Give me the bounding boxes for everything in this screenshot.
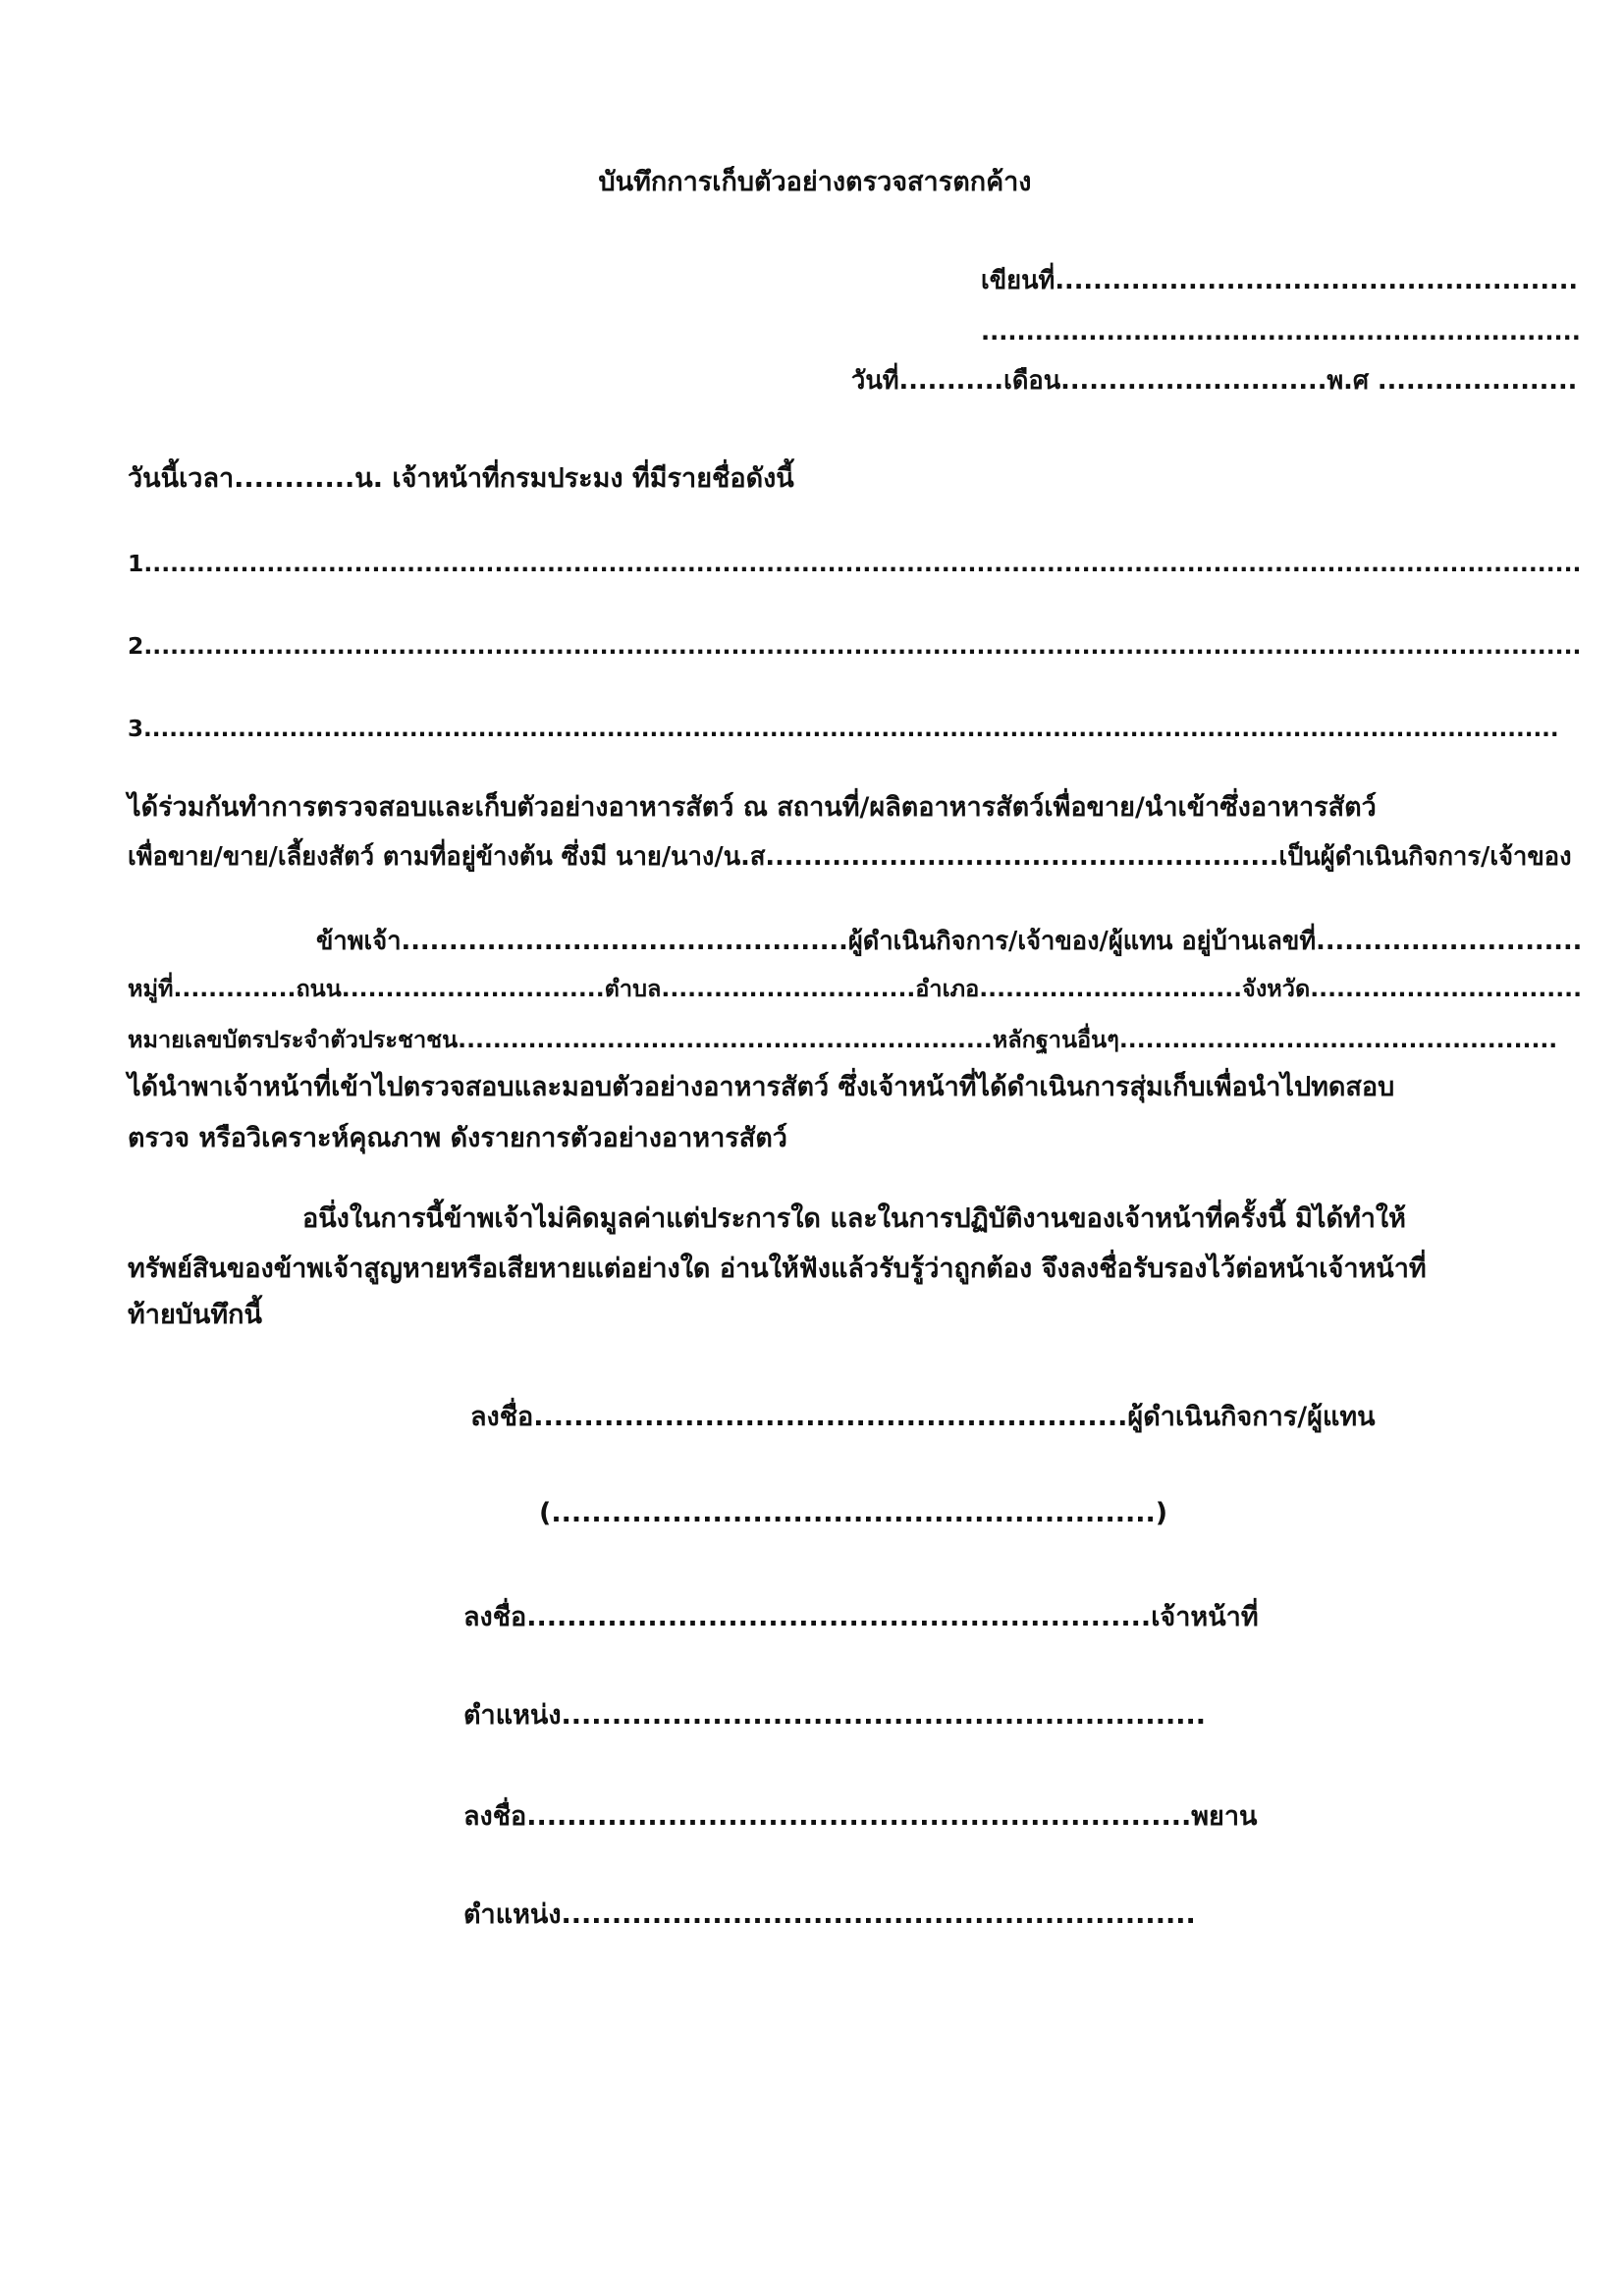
witness-signature-line: ลงชื่อ..................................................................พยาน [463,1801,1258,1832]
paragraph-1-line-1: ได้ร่วมกันทำการตรวจสอบและเก็บตัวอย่างอาหารสัตว์ ณ สถานที่/ผลิตอาหารสัตว์เพื่อขาย/นำเข้าซึ่งอาหารสัตว์ [128,792,1377,823]
paragraph-3-line-1: อนึ่งในการนี้ข้าพเจ้าไม่คิดมูลค่าแต่ประการใด และในการปฏิบัติงานของเจ้าหน้าที่ครั้งนี้ มิได้ทำให้ [302,1203,1406,1234]
document-title: บันทึกการเก็บตัวอย่างตรวจสารตกค้าง [598,167,1032,197]
paragraph-3-line-2: ทรัพย์สินของข้าพเจ้าสูญหายหรือเสียหายแต่อย่างใด อ่านให้ฟังแล้วรับรู้ว่าถูกต้อง จึงลงชื่อรับรองไว้ต่อหน้าเจ้าหน้าที่ [128,1254,1427,1284]
operator-name-line: (............................................................) [539,1498,1168,1528]
paragraph-1-line-2: เพื่อขาย/ขาย/เลี้ยงสัตว์ ตามที่อยู่ข้างต้น ซึ่งมี นาย/นาง/น.ส......................................................เป็นผู้ดำเนินกิจการ/เจ้าของ [128,842,1572,872]
officer-line-3: 3..................................................................................................................................................................... [128,717,1559,742]
intro-line: วันนี้เวลา............น. เจ้าหน้าที่กรมประมง ที่มีรายชื่อดังนี้ [128,463,794,494]
paragraph-2-line-5: ตรวจ หรือวิเคราะห์คุณภาพ ดังรายการตัวอย่างอาหารสัตว์ [128,1123,787,1153]
date-line: วันที่...........เดือน............................พ.ศ ..................... [851,366,1578,396]
witness-position-line: ตำแหน่ง............................................................... [463,1899,1196,1930]
paragraph-2-line-2: หมู่ที่..............ถนน..............................ตำบล.............................อำเภอ..............................จังหวัด............................... [128,975,1582,1002]
officer-line-1: 1.................................................................................................................................................................... [128,550,1582,577]
paragraph-2-line-4: ได้นำพาเจ้าหน้าที่เข้าไปตรวจสอบและมอบตัวอย่างอาหารสัตว์ ซึ่งเจ้าหน้าที่ได้ดำเนินการสุ่มเก็บเพื่อนำไปทดสอบ [128,1072,1395,1102]
paragraph-3-line-3: ท้ายบันทึกนี้ [128,1300,262,1330]
written-at-continuation: ................................................................... [981,318,1581,346]
paragraph-2-line-1: ข้าพเจ้า...............................................ผู้ดำเนินกิจการ/เจ้าของ/ผู้แทน อยู่บ้านเลขที่............................ [316,927,1583,956]
written-at-line: เขียนที่....................................................... [981,266,1579,295]
paragraph-2-line-3: หมายเลขบัตรประจำตัวประชาชน.............................................................หลักฐานอื่นๆ.................................................. [128,1026,1558,1053]
officer-line-2: 2.................................................................................................................................................................... [128,632,1582,660]
operator-signature-line: ลงชื่อ...........................................................ผู้ดำเนินกิจการ/ผู้แทน [470,1402,1376,1432]
officer-position-line: ตำแหน่ง................................................................ [463,1700,1206,1731]
officer-signature-line: ลงชื่อ..............................................................เจ้าหน้าที่ [463,1602,1259,1632]
